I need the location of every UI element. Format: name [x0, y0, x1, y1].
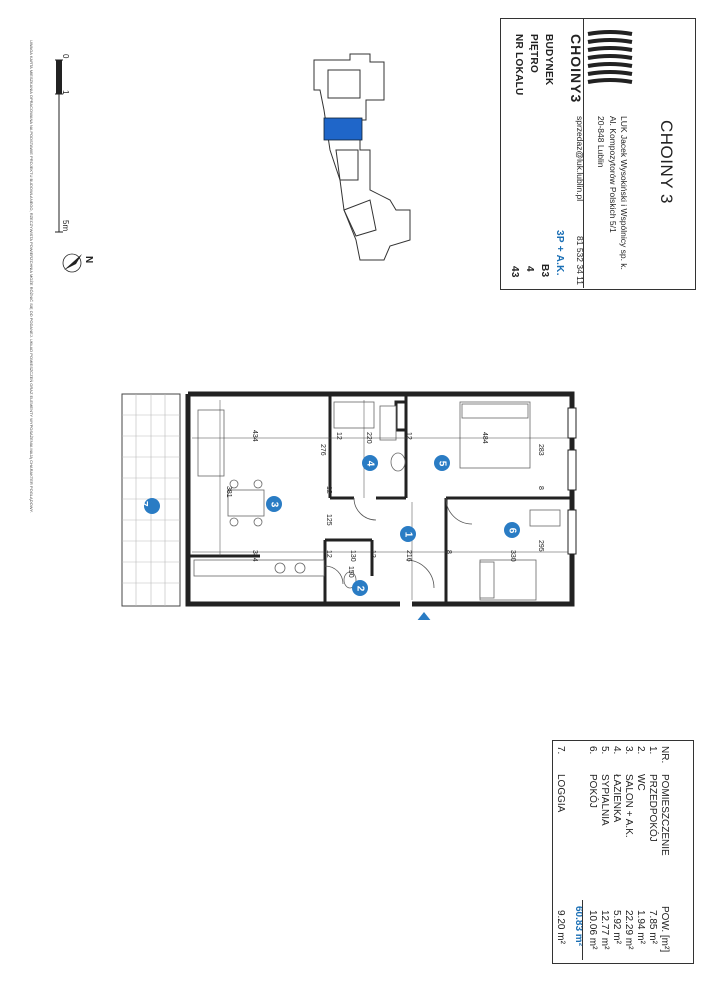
- dim-label: 150: [347, 566, 354, 578]
- table-header-name: POMIESZCZENIE: [659, 774, 670, 856]
- table-row-area: 22.29 m²: [623, 910, 634, 950]
- unit-number-value: 43: [509, 266, 520, 278]
- room-marker: 2: [352, 580, 368, 596]
- table-row-nr: 2.: [635, 746, 646, 755]
- scale-bar: [52, 58, 66, 234]
- room-marker: 3: [266, 496, 282, 512]
- company-email: sprzedaz@luk.lublin.pl: [575, 116, 585, 202]
- room-marker: 7: [144, 498, 160, 514]
- building-value: B3: [539, 264, 550, 278]
- unit-type: 3P + A.K.: [554, 230, 565, 276]
- dim-label: 295: [537, 540, 544, 552]
- dim-label: 12: [325, 550, 332, 558]
- table-row-area: 1.94 m²: [635, 910, 646, 944]
- dim-label: 8: [445, 550, 452, 554]
- company-address-1: Al. Kompozytorów Polskich 5/1: [608, 116, 618, 233]
- key-plan: [300, 50, 430, 270]
- floor-label: PIĘTRO: [528, 34, 539, 74]
- north-label: N: [83, 256, 94, 264]
- floor-value: 4: [524, 266, 535, 272]
- unit-highlight: [324, 118, 362, 140]
- dim-label: 330: [509, 550, 516, 562]
- table-row-area: 5.92 m²: [611, 910, 622, 944]
- brand-logo-icon: [586, 30, 634, 88]
- table-row-name: WC: [635, 774, 646, 791]
- table-row-nr: 3.: [623, 746, 634, 755]
- table-row-nr: 4.: [611, 746, 622, 755]
- dim-label: 276: [319, 444, 326, 456]
- floor-plan: [110, 380, 590, 620]
- dim-label: 130: [349, 550, 356, 562]
- table-row-area: 7.85 m²: [647, 910, 658, 944]
- dim-label: 12: [405, 432, 412, 440]
- entrance-arrow-icon: [416, 612, 432, 620]
- table-loggia-area: 9.20 m²: [555, 910, 566, 944]
- table-row-name: PRZEDPOKÓJ: [647, 774, 658, 842]
- room-marker: 6: [504, 522, 520, 538]
- dim-label: 484: [481, 432, 488, 444]
- project-title: CHOINY 3: [657, 120, 676, 204]
- company-address-2: 20-848 Lublin: [596, 116, 606, 168]
- room-marker: 5: [434, 455, 450, 471]
- scale-start-label: 0: [61, 54, 70, 59]
- dim-label: 8: [537, 486, 544, 490]
- dim-label: 434: [251, 430, 258, 442]
- dim-label: 12: [369, 550, 376, 558]
- building-label: BUDYNEK: [543, 34, 554, 86]
- table-total-area: 60.83 m²: [573, 906, 584, 947]
- dim-label: 384: [251, 550, 258, 562]
- table-loggia-name: LOGGIA: [555, 774, 566, 813]
- table-row-nr: 1.: [647, 746, 658, 755]
- table-header-area: POW. [m²]: [659, 906, 670, 953]
- table-total-divider: [582, 900, 583, 960]
- dim-label: 220: [365, 432, 372, 444]
- table-loggia-nr: 7.: [555, 746, 566, 755]
- table-row-name: ŁAZIENKA: [611, 774, 622, 823]
- brand-name: CHOINY3: [568, 34, 584, 104]
- dim-label: 125: [325, 514, 332, 526]
- table-header-nr: NR.: [659, 746, 670, 764]
- table-row-name: SYPIALNIA: [599, 774, 610, 826]
- dim-label: 381: [225, 486, 232, 498]
- dim-label: 216: [405, 550, 412, 562]
- table-row-area: 12.77 m²: [599, 910, 610, 950]
- table-row-area: 10.06 m²: [587, 910, 598, 950]
- scale-mid-label: 1: [61, 90, 70, 95]
- scale-end-label: 5m: [61, 220, 70, 232]
- table-row-nr: 5.: [599, 746, 610, 755]
- dim-label: 12: [325, 486, 332, 494]
- disclaimer: UWAGA KARTA MIESZKANIA OPRACOWANA NA PODSTAWIE PROJEKTU BUDOWLANEGO, RZECZYWISTA POWIERZCHNIA MOŻE RÓŻNIĆ SIĘ OD PODANEJ. UKŁAD POMIESZCZEŃ ORAZ ELEMENTY WYPOSAŻENIA MAJĄ CHARAKTER POGLĄDOWY.: [29, 40, 34, 513]
- table-row-name: SALON + A.K.: [623, 774, 634, 838]
- table-row-name: POKÓJ: [587, 774, 598, 808]
- company-name: LUK Jacek Wysokiński i Wspólnicy sp. k.: [619, 116, 629, 270]
- dim-label: 12: [335, 432, 342, 440]
- unit-number-label: NR LOKALU: [513, 34, 524, 96]
- dim-label: 283: [537, 444, 544, 456]
- company-phone: 81 532 34 11: [575, 236, 585, 285]
- room-marker: 1: [400, 526, 416, 542]
- room-marker: 4: [362, 455, 378, 471]
- table-row-nr: 6.: [587, 746, 598, 755]
